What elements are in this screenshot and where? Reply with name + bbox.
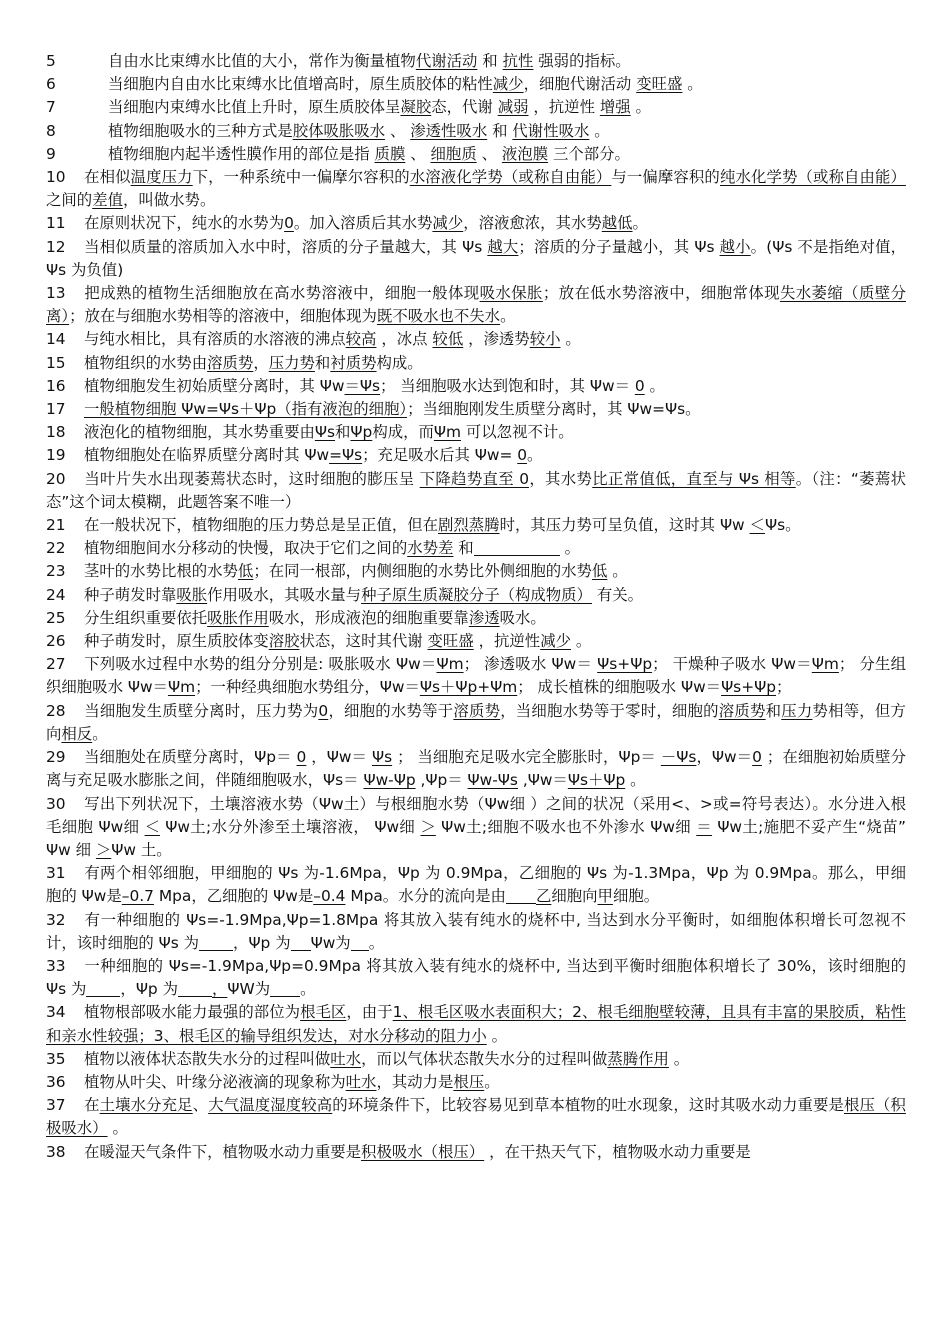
answer-text: 溶质势 [453,701,501,720]
question-12 [46,236,906,282]
question-text: ；充足吸水后其 Ψw= [362,446,518,465]
question-text: 在原则状况下，纯水的水势为 [84,214,285,233]
answer-text: 0 [296,748,307,767]
answer-text: 溶质势 [718,701,766,720]
question-text: 。 [500,307,516,326]
question-36 [46,1071,906,1094]
question-text: 有关。 [591,585,644,604]
question-text: ；当细胞刚发生质壁分离时，其 Ψw=Ψs [407,400,686,419]
question-number: 38 [46,1142,66,1161]
answer-text: 越小 [719,237,751,256]
question-number: 24 [46,585,66,604]
question-8 [46,120,906,143]
question-number: 11 [46,214,66,233]
answer-blank [506,886,536,904]
answer-text: Ψs+Ψp [721,678,776,697]
question-text: ； 干燥种子吸水 Ψw＝ [652,655,812,674]
question-text: 。 [589,121,610,140]
question-text: 的环境条件下，比较容易见到草本植物的吐水现象，这时其吸水动力重要是 [332,1096,845,1115]
answer-text: 吐水 [330,1049,362,1068]
question-number: 33 [46,956,66,975]
answer-blank [86,979,120,997]
question-text: ，在干热天气下，植物吸水动力重要是 [484,1142,751,1161]
question-text: 植物以液体状态散失水分的过程叫做 [84,1049,331,1068]
question-text: 时，其压力势可呈负值，这时其 Ψw [499,516,750,535]
answer-text: 衬质势 [330,353,377,372]
question-text: 和 [314,353,331,372]
question-text: 。 [625,771,646,790]
answer-text: Ψm [811,655,839,674]
question-number: 25 [46,608,66,627]
question-24 [46,584,906,607]
answer-text: Ψs [371,748,393,767]
question-text: ，Ψw＝ [306,748,372,767]
answer-text: 比正常值低，直至与 Ψs 相等 [592,469,796,488]
question-text: 在暖湿天气条件下，植物吸水动力重要是 [84,1142,362,1161]
answer-text: Ψw-Ψp [363,771,416,790]
question-text: 吸水。 [499,608,546,627]
question-text: 状态，这时其代谢 [299,632,428,651]
answer-text: Ψp [350,423,373,442]
answer-text: 质膜 [374,144,406,163]
question-text: 。 [527,446,543,465]
question-text: ； 成长植株的细胞吸水 Ψw＝ [517,678,722,697]
question-number: 18 [46,423,66,442]
question-text: ，Ψp 为 [120,980,178,999]
question-number: 19 [46,446,66,465]
question-5 [46,50,906,73]
answer-text: 差值 [92,191,123,210]
answer-text: Ψs [314,423,336,442]
question-29 [46,746,906,792]
question-text: 。 [560,330,581,349]
answer-text: 0 [318,701,329,720]
answer-text: 水溶液化学势（或称自由能） [409,168,612,187]
question-text: 。 [107,1119,128,1138]
question-22 [46,537,906,560]
answer-text: 压力 [781,701,813,720]
answer-text: ＞ [95,840,112,859]
question-text: 可以忽视不计。 [461,423,574,442]
question-text: 构成，而 [372,423,434,442]
question-text: 。（注：“萎蔫状态”这个词太模糊，此题答案不唯一） [46,469,906,511]
answer-text: 低 [591,562,608,581]
answer-text: ＝ [696,817,713,836]
question-text: ；在细胞初始质壁分离与充足吸水膨胀之间，伴随细胞吸水，Ψs＝ [46,748,907,790]
question-number: 26 [46,632,66,651]
question-14 [46,328,906,351]
question-text: ， [253,353,269,372]
answer-text: 根压 [453,1072,485,1091]
question-text: ，抗逆性 [528,98,600,117]
question-26 [46,630,906,653]
answer-text: 1、根毛区吸水表面积大；2、根毛细胞壁较薄，且具有丰富的果胶质，粘性和亲水性较强；3、根毛区的输导组织发达，对水分移动的阻力小 [46,1003,906,1045]
question-text: ； 当细胞充足吸水完全膨胀时，Ψp＝ [392,748,661,767]
question-18 [46,421,906,444]
question-text: 植物组织的水势由 [84,353,208,372]
answer-text: 温度压力 [130,168,193,187]
question-text: 。 [682,75,703,94]
question-10 [46,166,906,212]
question-text: 吸水，形成液泡的细胞重要靠 [268,608,469,627]
answer-text: 变旺盛 [636,75,683,94]
question-text: 植物细胞吸水的三种方式是 [108,121,293,140]
question-text: 写出下列状况下，土壤溶液水势（Ψw土）与根细胞水势（Ψw细 ）之间的状况（采用<、>或=符号表达）。水分进入根毛细胞 Ψw细 [46,794,906,836]
answer-text: 胶体吸胀吸水 [292,121,386,140]
question-text: Ψw 土。 [111,840,172,859]
question-text: ；在同一根部，内侧细胞的水势比外侧细胞的水势 [253,562,592,581]
question-text: ,Ψw＝ [517,771,568,790]
answer-blank [199,933,233,951]
question-text: ；放在与细胞水势相等的溶液中，细胞体现为 [69,307,377,326]
question-text: 。 [570,632,592,651]
answer-text: 蒸腾作用 [607,1049,669,1068]
answer-text: 低 [237,562,254,581]
question-text: 、 [476,144,502,163]
question-text: 一种细胞的 Ψs=-1.9Mpa,Ψp=0.9Mpa 将其放入装有纯水的烧杯中, 当达到平衡时细胞体积增长了 30%，该时细胞的 Ψs 为 [46,956,906,999]
question-text: 。 [486,1026,508,1045]
question-text: 植物细胞间水分移动的快慢，取决于它们之间的 [84,539,408,558]
answer-text: 增强 [599,98,631,117]
question-text: ，细胞代谢活动 [523,75,637,94]
question-30 [46,793,906,863]
question-text: 当细胞内自由水比束缚水比值增高时，原生质胶体的粘性 [108,75,493,94]
question-number: 35 [46,1049,66,1068]
answer-text: –0.7 [121,887,154,906]
question-text: 当相似质量的溶质加入水中时，溶质的分子量越大，其 Ψs [84,237,488,256]
question-13 [46,282,906,328]
answer-text: 下降趋势直至 0 [419,469,529,488]
question-text: 、 [405,144,431,163]
answer-text: 吸胀作用 [207,608,269,627]
question-text: ，冰点 [376,330,433,349]
question-text: ，细胞的水势等于 [328,701,454,720]
question-text: Ψw土;水分外渗至土壤溶液， Ψw细 [159,817,421,836]
question-text: 下，一种系统中一偏摩尔容积的 [192,168,410,187]
question-text: 。 [92,724,108,743]
answer-text: 0 [752,748,762,767]
question-text: 当叶片失水出现萎蔫状态时，这时细胞的膨压呈 [84,469,420,488]
question-35 [46,1048,906,1071]
question-text: ，抗逆性 [473,632,541,651]
question-number: 7 [46,98,56,117]
question-text: 。(Ψs 不是指绝对值，Ψs 为负值) [46,237,907,279]
answer-text: ＜ [749,516,765,535]
answer-text: 吸水保胀 [479,284,543,303]
question-text: 。 [630,98,651,117]
answer-text: 乙 [535,887,552,906]
question-text: 植物从叶尖、叶缘分泌液滴的现象称为 [84,1072,346,1091]
question-text: 植物根部吸水能力最强的部位为 [84,1003,301,1022]
answer-text: 越低 [601,214,633,233]
answer-text: Ψs+Ψp [597,655,653,674]
question-34 [46,1001,906,1047]
question-17 [46,398,906,421]
question-text: ；一种经典细胞水势组分，Ψw＝ [195,678,420,697]
answer-text: 减少 [540,632,571,651]
question-text: 有两个相邻细胞，甲细胞的 Ψs 为-1.6Mpa，Ψp 为 0.9Mpa，乙细胞的 Ψs 为-1.3Mpa，Ψp 为 0.9Mpa。那么，甲细胞的 Ψw是 [46,864,906,906]
question-21 [46,514,906,537]
question-text: 把成熟的植物生活细胞放在高水势溶液中，细胞一般体现 [84,284,480,303]
answer-text: 种子原生质凝胶分子（构成物质） [361,585,592,604]
answer-text: 越大 [487,237,519,256]
question-text: ，叫做水势。 [122,191,216,210]
question-37 [46,1094,906,1140]
question-31 [46,862,906,908]
question-number: 9 [46,144,56,163]
question-text: ，Ψp 为 [233,933,291,952]
question-7 [46,96,906,119]
question-23 [46,560,906,583]
answer-text: 土壤水分充足 [99,1096,193,1115]
question-text: ； [775,678,792,697]
question-9 [46,143,906,166]
answer-text: 水势差 [407,539,454,558]
question-20 [46,468,906,514]
question-text: ，渗透势 [463,330,530,349]
question-text: 。 [668,1049,690,1068]
answer-text: 细胞质 [430,144,477,163]
question-text: 和 [335,423,351,442]
answer-text: ＜ [144,817,160,836]
question-text: 。 [644,376,665,395]
question-text: 茎叶的水势比根的水势 [84,562,238,581]
question-11 [46,212,906,235]
question-number: 32 [46,910,66,929]
answer-text: 大气温度湿度较高 [208,1096,333,1115]
answer-blank [474,538,560,556]
question-text: ，溶液愈浓，其水势 [463,214,602,233]
question-text: 分生组织重要依托 [84,608,208,627]
question-text: 和 [453,539,474,558]
question-text: ΨW为 [227,980,271,999]
question-text: ； 分生组织细胞吸水 Ψw＝ [46,655,906,697]
answer-text: 0 [517,446,528,465]
question-text: ；溶质的分子量越小，其 Ψs [518,237,720,256]
question-number: 17 [46,400,66,419]
question-text: 与纯水相比，具有溶质的水溶液的沸点 [84,330,346,349]
question-text: 。 [632,214,648,233]
question-number: 22 [46,539,66,558]
question-text: 态，代谢 [431,98,498,117]
question-text: 。 [559,539,580,558]
question-text: Ψs。 [764,516,801,535]
question-28 [46,700,906,746]
question-text: 。 [368,933,385,952]
question-32 [46,909,906,955]
answer-text: ， [211,980,228,999]
answer-text: 较低 [432,330,464,349]
question-19 [46,444,906,467]
answer-text: 压力势 [268,353,315,372]
question-text: 作用吸水，其吸水量与 [207,585,362,604]
question-text: 。 [300,980,316,999]
answer-text: Ψs＋Ψp [567,771,626,790]
answer-text: 溶质势 [207,353,254,372]
question-number: 15 [46,353,66,372]
answer-text: Ψm [167,678,196,697]
answer-text: 纯水化学势（或称自由能） [719,168,906,187]
answer-text: 0 [284,214,294,233]
question-text: Ψw为 [310,933,351,952]
question-text: 强弱的指标。 [533,52,631,70]
answer-text: 减少 [492,75,524,94]
answer-text: 较小 [529,330,561,349]
question-text: 植物细胞发生初始质壁分离时，其 Ψw [84,376,345,395]
answer-blank [270,979,300,997]
question-text: 细胞。 [612,887,660,906]
question-text: 三个部分。 [548,144,630,163]
answer-text: –0.4 [313,887,346,906]
answer-text: 吐水 [345,1072,377,1091]
answer-text: 代谢活动 [415,52,478,70]
answer-text: 渗透性吸水 [410,121,488,140]
answer-text: 较高 [345,330,377,349]
question-number: 37 [46,1096,66,1115]
question-text: ； 渗透吸水 Ψw＝ [463,655,598,674]
question-text: 和 [487,121,513,140]
answer-blank [178,979,212,997]
question-text: ，由于 [346,1003,393,1022]
question-text: Mpa。水分的流向是由 [345,887,506,906]
question-38 [46,1141,906,1164]
answer-text: －Ψs [660,748,697,767]
answer-text: 吸胀 [176,585,208,604]
question-15 [46,352,906,375]
question-text: 在一般状况下，植物细胞的压力势总是呈正值，但在 [84,516,438,535]
answer-text: 根毛区 [300,1003,347,1022]
answer-text: 一般植物细胞 Ψw=Ψs＋Ψp（指有液泡的细胞） [84,400,408,419]
answer-text: ＞ [420,817,436,836]
question-text: 与一偏摩容积的 [611,168,720,187]
answer-text: ＝Ψs [344,376,380,395]
question-6 [46,73,906,96]
question-text: 自由水比束缚水比值的大小，常作为衡量植物 [108,52,416,70]
question-number: 28 [46,701,66,720]
question-text: ； 当细胞吸水达到饱和时，其 Ψw＝ [380,376,635,395]
question-text: 。加入溶质后其水势 [293,214,433,233]
answer-text: 0 [634,376,645,395]
answer-text: 变旺盛 [427,632,474,651]
question-number: 34 [46,1003,66,1022]
question-text: 在 [84,1096,100,1115]
answer-text: 剧烈蒸腾 [438,516,500,535]
question-text: 、 [385,121,411,140]
question-number: 14 [46,330,66,349]
question-text: 种子萌发时靠 [84,585,177,604]
question-25 [46,607,906,630]
question-text: 下列吸水过程中水势的组分分别是: 吸胀吸水 Ψw＝ [84,655,437,674]
answer-text: 抗性 [502,52,534,70]
question-text: 有一种细胞的 Ψs=-1.9Mpa,Ψp=1.8Mpa 将其放入装有纯水的烧杯中, 当达到水分平衡时，如细胞体积增长可忽视不计，该时细胞的 Ψs 为 [46,910,906,952]
answer-text: Ψw-Ψs [467,771,518,790]
question-text: ，Ψw＝ [696,748,753,767]
answer-text: Ψm [433,423,461,442]
question-text: ，其水势 [528,469,593,488]
question-number: 8 [46,121,56,140]
answer-text: 溶胶 [268,632,300,651]
answer-blank [291,933,311,951]
question-text: 在相似 [84,168,131,187]
question-number: 5 [46,52,56,70]
answer-text: 减弱 [497,98,529,117]
question-number: 27 [46,655,66,674]
answer-text: =Ψs [329,446,363,465]
question-text: 植物细胞处在临界质壁分离时其 Ψw [84,446,330,465]
question-text: 构成。 [376,353,423,372]
question-number: 16 [46,376,66,395]
answer-text: 液泡膜 [501,144,549,163]
question-text: 、 [192,1096,209,1115]
question-number: 10 [46,168,66,187]
question-number: 23 [46,562,66,581]
question-27 [46,653,906,699]
question-text: 。 [484,1072,500,1091]
answer-text: 失水萎缩（质壁分离） [46,284,906,326]
question-number: 20 [46,469,66,488]
question-text: ，其动力是 [376,1072,454,1091]
question-text: ,Ψp＝ [415,771,468,790]
question-text: 液泡化的植物细胞，其水势重要由 [84,423,315,442]
question-text: 细胞向 [551,887,598,906]
question-number: 21 [46,516,66,535]
question-text: ，当细胞水势等于零时，细胞的 [500,701,719,720]
answer-text: 积极吸水（根压） [361,1142,485,1161]
question-33 [46,955,906,1001]
question-text: 之间的 [46,191,93,210]
answer-text: 凝胶 [400,98,432,117]
answer-text: 代谢性吸水 [512,121,590,140]
question-text: 。 [685,400,701,419]
question-text: 植物细胞内起半透性膜作用的部位是指 [108,144,375,163]
question-text: 当细胞发生质壁分离时，压力势为 [84,701,319,720]
question-text: 当细胞内束缚水比值上升时，原生质胶体呈 [108,98,401,117]
question-number: 36 [46,1072,66,1091]
answer-text: 相反 [61,724,93,743]
answer-text: 根压（积极吸水） [46,1096,906,1138]
question-text: 种子萌发时，原生质胶体变 [84,632,269,651]
question-text: 和 [477,52,503,70]
question-number: 30 [46,794,66,813]
question-number: 31 [46,864,66,883]
question-text: 和 [765,701,782,720]
answer-text: 减少 [432,214,464,233]
question-number: 12 [46,237,66,256]
answer-text: Ψs＋Ψp+Ψm [419,678,518,697]
answer-text: 渗透 [468,608,500,627]
question-text: Mpa，乙细胞的 Ψw是 [153,887,314,906]
question-16 [46,375,906,398]
question-number: 13 [46,284,66,303]
answer-blank [351,933,369,951]
answer-text: Ψm [436,655,464,674]
question-text: 。 [607,562,628,581]
question-number: 6 [46,75,56,94]
question-number: 29 [46,748,66,767]
question-text: 势相等，但方向 [46,701,906,743]
question-text: ，而以气体状态散失水分的过程叫做 [361,1049,608,1068]
question-text: ；放在低水势溶液中，细胞常体现 [542,284,780,303]
answer-text: 甲 [597,887,613,906]
question-text: Ψw土;细胞不吸水也不外渗水 Ψw细 [435,817,697,836]
question-text: 当细胞处在质壁分离时，Ψp＝ [84,748,297,767]
answer-text: 既不吸水也不失水 [376,307,501,326]
question-text: Ψw土;施肥不妥产生“烧苗” Ψw 细 [46,817,906,859]
